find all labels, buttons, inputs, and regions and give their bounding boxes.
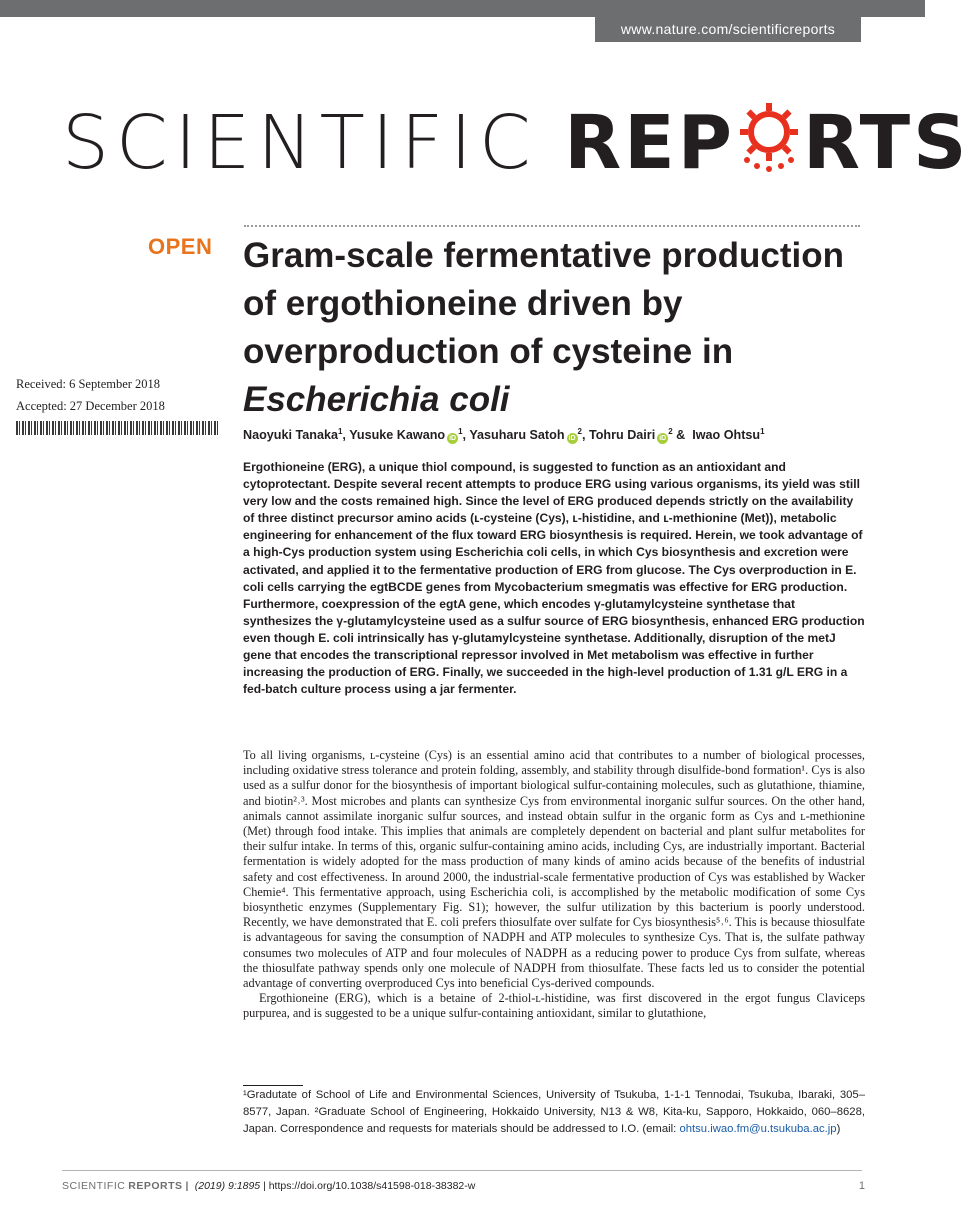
author-name[interactable]: Yusuke Kawano [349,428,446,442]
author-name[interactable]: Tohru Dairi [588,428,656,442]
affiliation-mark: 2 [577,427,582,436]
footer-journal-reports: REPORTS [128,1180,183,1192]
orcid-icon[interactable]: iD [568,435,576,442]
author-name[interactable]: Iwao Ohtsu [692,428,761,442]
affiliation-mark: 1 [458,427,463,436]
journal-url[interactable]: www.nature.com/scientificreports [595,17,861,42]
abstract: Ergothioneine (ERG), a unique thiol compound, is suggested to function as an antioxidant and cytoprotectant. Despite several recent attempts to produce ERG using various organisms, its yield was still very low and the costs remained high. Since the level of ERG produced depends strictly on the availability of three distinct precursor amino acids (ʟ-cysteine (Cys), ʟ-histidine, and ʟ-methionine (Met)), metabolic engineering for enhancement of the flux toward ERG biosynthesis is required. Herein, we took advantage of a high-Cys production system using Escherichia coli cells, in which Cys biosynthesis and excretion were activated, and applied it to the fermentative production of ERG from glucose. The Cys overproduction in E. coli cells carrying the egtBCDE genes from Mycobacterium smegmatis was effective for ERG production. Furthermore, coexpression of the egtA gene, which encodes γ-glutamylcysteine synthetase that synthesizes the γ-glutamylcysteine used as a sulfur source of ERG biosynthesis, enhanced ERG production even though E. coli intrinsically has γ-glutamylcysteine synthetase. Additionally, disruption of the metJ gene that encodes the transcriptional repressor involved in Met metabolism was effective in further increasing the production of ERG. Finally, we succeeded in the high-level production of 1.31 g/L ERG in a fed-batch culture process using a jar fermenter. [243,460,865,697]
open-access-label: OPEN [148,234,213,259]
author-separator: & [672,428,689,442]
affiliations-text: ¹Gradutate of School of Life and Environmental Sciences, University of Tsukuba, 1-1-1 Tennodai, Tsukuba, Ibaraki, 305–8577, Japan. ²Graduate School of Engineering, Hokkaido University, N13 & W8, Kita-ku, Sapporo, Hokkaido, 060–8628, Japan. Correspondence and requests for materials should be addressed to I.O. (email: [243,1089,865,1135]
affiliations-footnote [243,1087,865,1138]
masthead-rts: RTS [802,100,969,186]
affiliation-mark: 1 [337,427,343,436]
masthead-scientific: SCIENTIFIC [62,100,538,186]
dotted-divider [244,225,860,227]
author-name[interactable]: Naoyuki Tanaka [243,428,338,442]
decorative-barcode-stripe [16,421,219,435]
author-separator: , [581,428,589,442]
title-main: Gram-scale fermentative production of ergothioneine driven by overproduction of cysteine in [243,236,844,371]
footer-separator: | [185,1180,189,1192]
author-name[interactable]: Yasuharu Satoh [469,428,565,442]
footer-journal-scientific: SCIENTIFIC [62,1180,126,1192]
body-paragraph: Ergothioneine (ERG), which is a betaine of 2-thiol-ʟ-histidine, was first discovered in the ergot fungus Claviceps purpurea, and is suggested to be a unique sulfur-containing antioxidant, similar to glutathione, [243,991,865,1021]
affiliation-mark: 2 [668,427,673,436]
correspondence-email-link[interactable]: ohtsu.iwao.fm@u.tsukuba.ac.jp [679,1123,837,1135]
top-bar [0,0,925,17]
orcid-icon[interactable]: iD [659,435,667,442]
title-italic: Escherichia coli [243,380,510,419]
accepted-date: Accepted: 27 December 2018 [16,399,165,413]
page-number: 1 [858,1180,865,1192]
received-date: Received: 6 September 2018 [16,377,161,391]
author-separator: , [462,428,470,442]
affiliations-end: ) [836,1123,841,1135]
footer-rule [62,1170,862,1171]
author-separator: , [342,428,350,442]
body-paragraph: To all living organisms, ʟ-cysteine (Cys) is an essential amino acid that contributes to a number of biological processes, including oxidative stress tolerance and protein folding, assembly, and stability through disulfide-bond formation¹. Cys is also used as a sulfur donor for the biosynthesis of important biological sulfur-containing molecules, such as glutathione, thiamine, and biotin²˒³. Most microbes and plants can synthesize Cys from environmental inorganic sulfur sources. On the other hand, animals cannot assimilate inorganic sulfur sources, and instead obtain sulfur in the organic form as Cys and ʟ-methionine (Met) through food intake. This implies that animals are completely dependent on bacterial and plant sulfur metabolites for their sulfur intake. In terms of this, organic sulfur-containing amino acids, including Cys, are industrially important. Bacterial fermentation is widely adopted for the mass production of many kinds of amino acids because of the benefits of industrial safety and cost effectiveness. In around 2000, the industrial-scale fermentative production of Cys was established by Wacker Chemie⁴. This fermentative approach, using Escherichia coli, is accomplished by the metabolic modification of some Cys biosynthetic enzymes (Supplementary Fig. S1); however, the sulfur utilization by this bacterium is poorly understood. Recently, we have demonstrated that E. coli prefers thiosulfate over sulfate for Cys biosynthesis⁵˒⁶. This is because thiosulfate is advantageous for saving the consumption of NADPH and ATP molecules to synthesize Cys. That is, the sulfate pathway consumes two molecules of ATP and four molecules of NADPH as a reducing power to produce Cys from sulfate, whereas the thiosulfate pathway spends only one molecule of NADPH from thiosulfate. These facts led us to consider the potential advantage of converting overproduced Cys into beneficial Cys-derived compounds. [243,748,865,991]
gear-logo-icon [737,100,801,174]
masthead-rep: REP [564,100,735,186]
author-list [243,428,863,444]
footer-doi[interactable]: | https://doi.org/10.1038/s41598-018-38382-w [263,1180,476,1192]
affiliation-mark: 1 [760,427,765,436]
article-body [243,748,865,1022]
article-title [243,232,863,424]
page-footer [62,1180,862,1192]
orcid-icon[interactable]: iD [449,435,457,442]
footer-citation: (2019) 9:1895 [194,1180,261,1192]
journal-masthead [62,98,969,188]
footnote-rule [243,1085,303,1086]
